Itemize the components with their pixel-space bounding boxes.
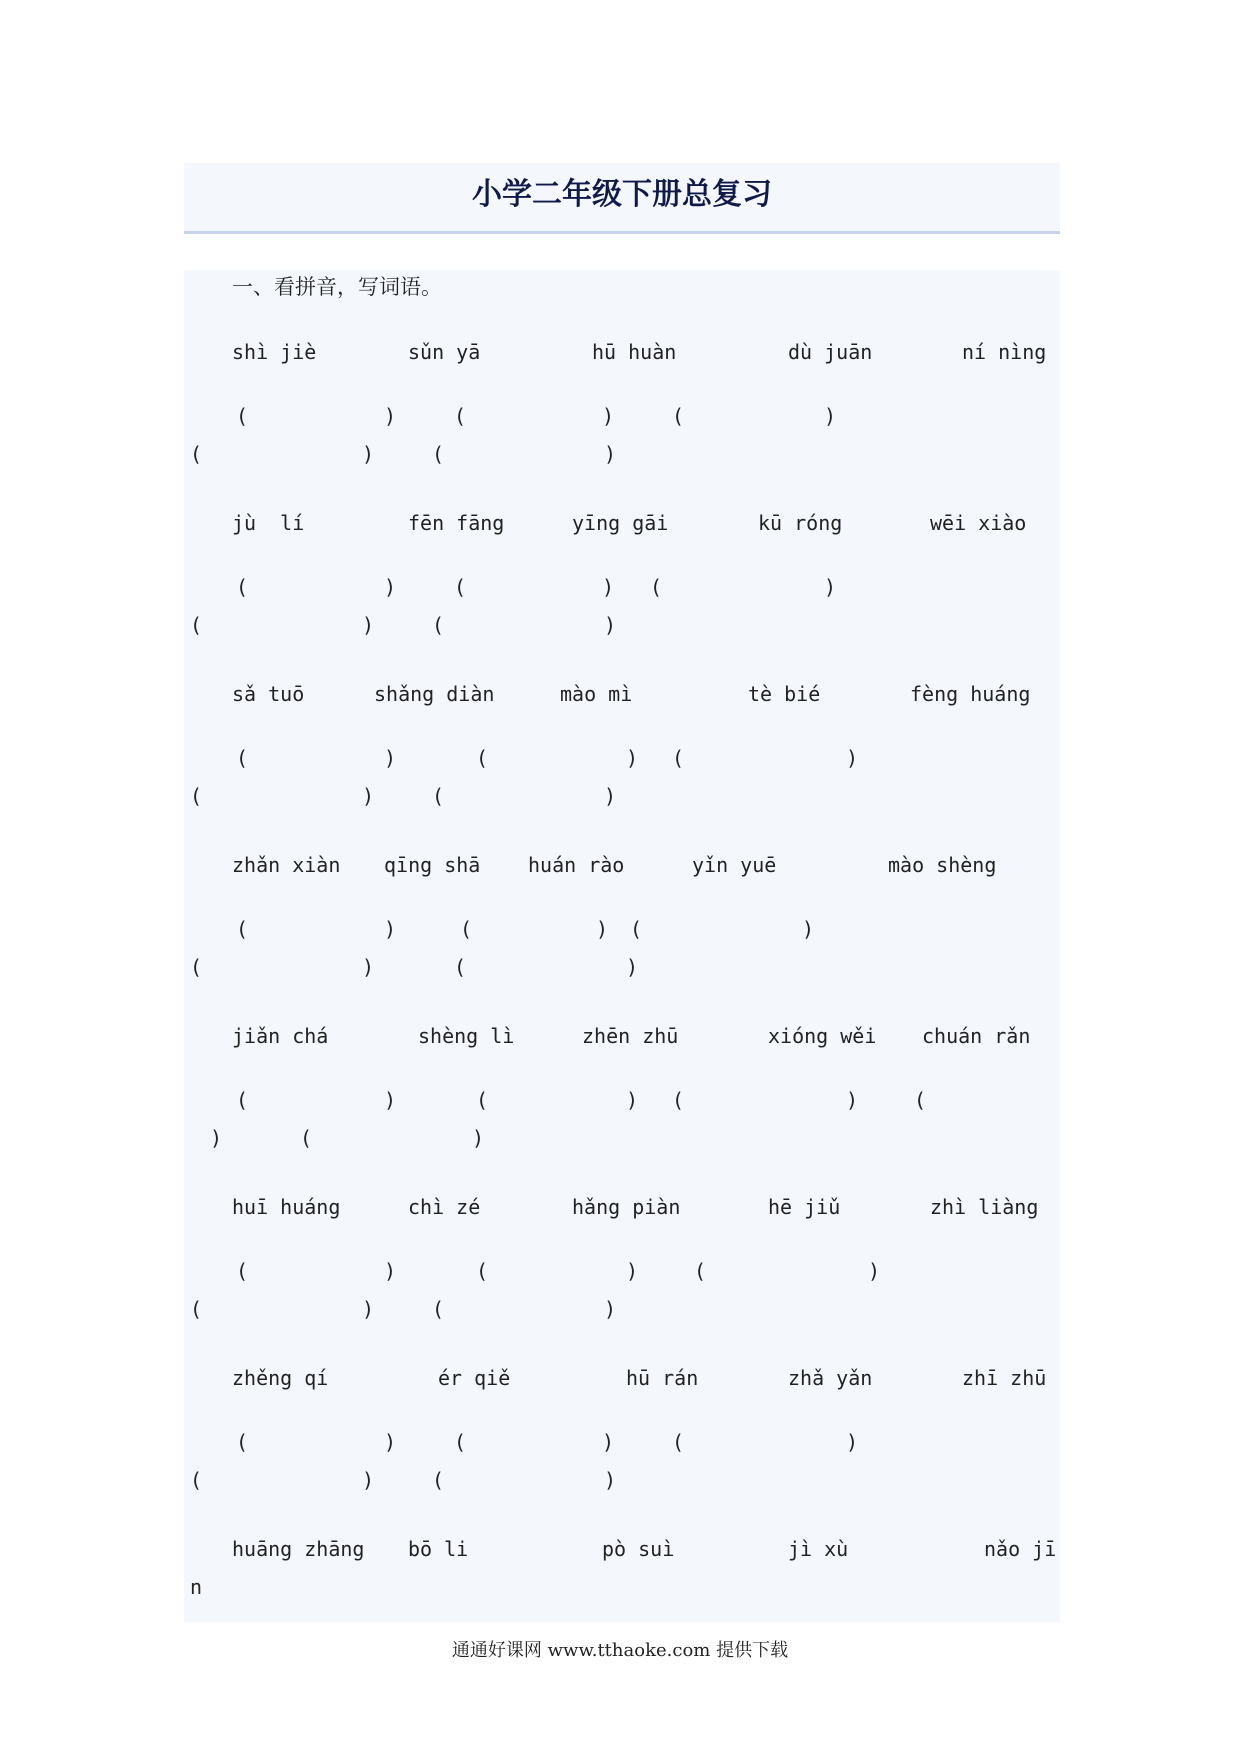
answer-paren-open: (: [432, 442, 445, 466]
answer-paren-open: (: [672, 404, 685, 428]
pinyin-word: kū róng: [758, 511, 843, 535]
answer-paren-open: (: [236, 1430, 249, 1454]
pinyin-word: zhēn zhū: [582, 1024, 679, 1048]
answer-paren-close: ): [362, 442, 375, 466]
answer-paren-close: ): [604, 613, 617, 637]
answer-paren-open: (: [694, 1259, 707, 1283]
pinyin-word: chuán rǎn: [922, 1024, 1031, 1048]
answer-paren-open: (: [630, 917, 643, 941]
answer-paren-close: ): [384, 1430, 397, 1454]
answer-paren-open: (: [236, 404, 249, 428]
pinyin-word: shèng lì: [418, 1024, 515, 1048]
pinyin-word: yǐn yuē: [692, 853, 777, 877]
answer-paren-open: (: [460, 917, 473, 941]
pinyin-word: ér qiě: [438, 1366, 511, 1390]
answer-paren-close: ): [362, 613, 375, 637]
answer-paren-open: (: [300, 1126, 313, 1150]
answer-paren-open: (: [432, 1297, 445, 1321]
answer-paren-close: ): [384, 1259, 397, 1283]
pinyin-word: hē jiǔ: [768, 1195, 841, 1219]
answer-paren-open: (: [190, 1468, 203, 1492]
answer-paren-close: ): [626, 1259, 639, 1283]
pinyin-word: hū huàn: [592, 340, 677, 364]
pinyin-word: tè bié: [748, 682, 821, 706]
answer-paren-open: (: [190, 1297, 203, 1321]
pinyin-word: sǎ tuō: [232, 682, 305, 706]
pinyin-word: jì xù: [788, 1537, 849, 1561]
answer-paren-close: ): [824, 404, 837, 428]
pinyin-word: hū rán: [626, 1366, 699, 1390]
answer-paren-close: ): [846, 1430, 859, 1454]
pinyin-word: wēi xiào: [930, 511, 1027, 535]
answer-paren-close: ): [626, 1088, 639, 1112]
pinyin-word: xióng wěi: [768, 1024, 877, 1048]
pinyin-word: shǎng diàn: [374, 682, 495, 706]
pinyin-word: huāng zhāng: [232, 1537, 365, 1561]
answer-paren-close: ): [604, 784, 617, 808]
pinyin-word: zhī zhū: [962, 1366, 1047, 1390]
answer-paren-close: ): [846, 746, 859, 770]
pinyin-word: zhǎ yǎn: [788, 1366, 873, 1390]
pinyin-word: qīng shā: [384, 853, 481, 877]
answer-paren-close: ): [384, 917, 397, 941]
answer-paren-open: (: [672, 1088, 685, 1112]
answer-paren-open: (: [454, 1430, 467, 1454]
answer-paren-open: (: [454, 575, 467, 599]
answer-paren-open: (: [672, 1430, 685, 1454]
answer-paren-close: ): [362, 955, 375, 979]
answer-paren-open: (: [432, 1468, 445, 1492]
answer-paren-open: (: [914, 1088, 927, 1112]
page-title: 小学二年级下册总复习: [472, 177, 772, 212]
answer-paren-close: ): [362, 784, 375, 808]
pinyin-word: sǔn yā: [408, 340, 481, 364]
answer-paren-close: ): [384, 746, 397, 770]
pinyin-word: jiǎn chá: [232, 1024, 329, 1048]
answer-paren-close: ): [626, 955, 639, 979]
exercise-panel: [184, 270, 1060, 1622]
answer-paren-open: (: [476, 1088, 489, 1112]
title-band: [184, 163, 1060, 234]
pinyin-word: nǎo jī: [984, 1537, 1057, 1561]
pinyin-word: bō li: [408, 1537, 469, 1561]
section-heading: 一、看拼音，写词语。: [232, 275, 442, 299]
pinyin-word: yīng gāi: [572, 511, 669, 535]
answer-paren-close: ): [384, 575, 397, 599]
pinyin-word: shì jiè: [232, 340, 317, 364]
answer-paren-open: (: [236, 1259, 249, 1283]
pinyin-word: jù lí: [232, 511, 305, 535]
pinyin-word: huán rào: [528, 853, 625, 877]
answer-paren-open: (: [190, 784, 203, 808]
pinyin-word: fèng huáng: [910, 682, 1031, 706]
answer-paren-open: (: [236, 1088, 249, 1112]
answer-paren-open: (: [672, 746, 685, 770]
pinyin-word: chì zé: [408, 1195, 481, 1219]
answer-paren-close: ): [362, 1468, 375, 1492]
pinyin-word: pò suì: [602, 1537, 675, 1561]
answer-paren-open: (: [454, 955, 467, 979]
answer-paren-close: ): [846, 1088, 859, 1112]
answer-paren-close: ): [602, 404, 615, 428]
answer-paren-open: (: [650, 575, 663, 599]
pinyin-word: zhì liàng: [930, 1195, 1039, 1219]
answer-paren-close: ): [384, 1088, 397, 1112]
answer-paren-close: ): [604, 1297, 617, 1321]
pinyin-word: zhǎn xiàn: [232, 853, 341, 877]
answer-paren-close: ): [626, 746, 639, 770]
answer-paren-open: (: [236, 917, 249, 941]
answer-paren-close: ): [604, 1468, 617, 1492]
answer-paren-close: ): [824, 575, 837, 599]
answer-paren-open: (: [236, 575, 249, 599]
answer-paren-close: ): [362, 1297, 375, 1321]
pinyin-word: huī huáng: [232, 1195, 341, 1219]
answer-paren-open: (: [190, 442, 203, 466]
answer-paren-close: ): [602, 575, 615, 599]
answer-paren-open: (: [476, 1259, 489, 1283]
answer-paren-open: (: [432, 613, 445, 637]
answer-paren-open: (: [476, 746, 489, 770]
answer-paren-close: ): [384, 404, 397, 428]
pinyin-word: ní nìng: [962, 340, 1047, 364]
answer-paren-open: (: [190, 613, 203, 637]
footer-text: 通通好课网 www.tthaoke.com 提供下载: [451, 1640, 789, 1661]
answer-paren-close: ): [802, 917, 815, 941]
pinyin-word: mào shèng: [888, 853, 997, 877]
answer-paren-close: ): [596, 917, 609, 941]
answer-paren-close: ): [602, 1430, 615, 1454]
pinyin-word: hǎng piàn: [572, 1195, 681, 1219]
pinyin-word: dù juān: [788, 340, 873, 364]
answer-paren-open: (: [432, 784, 445, 808]
answer-paren-open: (: [190, 955, 203, 979]
answer-paren-close: ): [210, 1126, 223, 1150]
answer-paren-close: ): [472, 1126, 485, 1150]
answer-paren-close: ): [868, 1259, 881, 1283]
answer-paren-open: (: [454, 404, 467, 428]
answer-paren-close: ): [604, 442, 617, 466]
pinyin-word: mào mì: [560, 682, 633, 706]
answer-paren-open: (: [236, 746, 249, 770]
pinyin-word: fēn fāng: [408, 511, 505, 535]
pinyin-word: zhěng qí: [232, 1366, 329, 1390]
pinyin-wrap: n: [190, 1575, 203, 1599]
